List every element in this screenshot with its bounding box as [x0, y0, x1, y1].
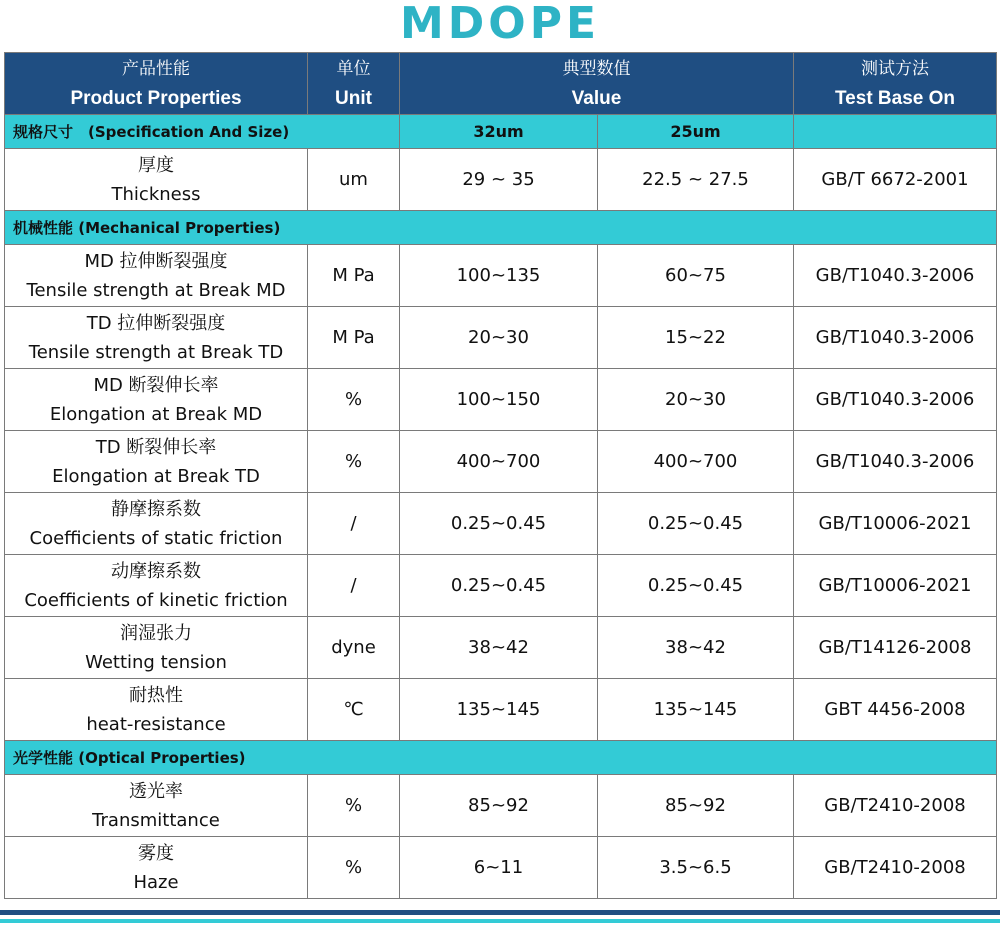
footer-stripe-light — [0, 919, 1000, 923]
value-32um-cell: 0.25~0.45 — [400, 555, 598, 617]
table-header-row — [5, 53, 997, 115]
table-row — [5, 493, 997, 555]
test-method-cell: GB/T1040.3-2006 — [794, 369, 997, 431]
property-name-en: Haze — [133, 871, 179, 893]
unit-cell: / — [308, 555, 400, 617]
property-name-zh: 动摩擦系数 — [111, 560, 201, 582]
header-test-zh: 测试方法 — [861, 58, 929, 79]
unit-cell: M Pa — [308, 307, 400, 369]
value-32um-cell: 100~135 — [400, 245, 598, 307]
optical-section-title: 光学性能 (Optical Properties) — [5, 741, 997, 775]
table-row — [5, 307, 997, 369]
property-name-zh: 耐热性 — [129, 684, 183, 706]
value-32um-cell: 20~30 — [400, 307, 598, 369]
unit-cell: M Pa — [308, 245, 400, 307]
property-cell — [5, 617, 308, 679]
table-row — [5, 555, 997, 617]
spec-section-title: 规格尺寸 (Specification And Size) — [5, 115, 400, 149]
property-name-zh: TD 拉伸断裂强度 — [86, 312, 226, 334]
value-32um-cell: 135~145 — [400, 679, 598, 741]
property-name-zh: 雾度 — [138, 842, 174, 864]
property-cell — [5, 369, 308, 431]
property-cell — [5, 149, 308, 211]
property-cell — [5, 245, 308, 307]
spec-col-empty — [794, 115, 997, 149]
unit-cell: dyne — [308, 617, 400, 679]
header-property-zh: 产品性能 — [122, 58, 190, 79]
value-25um-cell: 38~42 — [598, 617, 794, 679]
test-method-cell: GB/T1040.3-2006 — [794, 245, 997, 307]
test-method-cell: GB/T 6672-2001 — [794, 149, 997, 211]
property-cell — [5, 307, 308, 369]
test-method-cell: GB/T10006-2021 — [794, 555, 997, 617]
property-name-zh: MD 断裂伸长率 — [93, 374, 219, 396]
mechanical-section-title: 机械性能 (Mechanical Properties) — [5, 211, 997, 245]
test-method-cell: GB/T2410-2008 — [794, 775, 997, 837]
unit-cell: um — [308, 149, 400, 211]
property-name-en: Tensile strength at Break TD — [28, 341, 284, 363]
table-row — [5, 679, 997, 741]
property-name-en: Elongation at Break TD — [52, 465, 260, 487]
table-row-thickness — [5, 149, 997, 211]
table-row — [5, 245, 997, 307]
value-32um-cell: 6~11 — [400, 837, 598, 899]
property-cell — [5, 837, 308, 899]
property-cell — [5, 775, 308, 837]
test-method-cell: GB/T1040.3-2006 — [794, 307, 997, 369]
property-name-en: heat-resistance — [86, 713, 226, 735]
spec-col-25um: 25um — [598, 115, 794, 149]
mechanical-section-row — [5, 211, 997, 245]
unit-cell: % — [308, 837, 400, 899]
spec-section-row — [5, 115, 997, 149]
property-name-zh: TD 断裂伸长率 — [95, 436, 217, 458]
property-name-en: Wetting tension — [85, 651, 227, 673]
property-name-zh: 透光率 — [129, 780, 183, 802]
value-25um-cell: 22.5 ~ 27.5 — [598, 149, 794, 211]
value-25um-cell: 85~92 — [598, 775, 794, 837]
test-method-cell: GB/T1040.3-2006 — [794, 431, 997, 493]
value-32um-cell: 29 ~ 35 — [400, 149, 598, 211]
spec-col-32um: 32um — [400, 115, 598, 149]
value-25um-cell: 20~30 — [598, 369, 794, 431]
header-test-en: Test Base On — [834, 87, 956, 109]
property-cell — [5, 493, 308, 555]
value-25um-cell: 0.25~0.45 — [598, 555, 794, 617]
property-name-en: Coefficients of kinetic friction — [24, 589, 288, 611]
unit-cell: % — [308, 369, 400, 431]
value-25um-cell: 60~75 — [598, 245, 794, 307]
properties-table — [4, 52, 997, 899]
unit-cell: ℃ — [308, 679, 400, 741]
property-name-en: Tensile strength at Break MD — [26, 279, 286, 301]
test-method-cell: GB/T14126-2008 — [794, 617, 997, 679]
table-row — [5, 775, 997, 837]
value-32um-cell: 100~150 — [400, 369, 598, 431]
header-property — [5, 53, 308, 115]
property-name-en: Elongation at Break MD — [49, 403, 263, 425]
value-25um-cell: 400~700 — [598, 431, 794, 493]
header-value-zh: 典型数值 — [562, 58, 631, 79]
page-title: MDOPE — [399, 0, 601, 49]
test-method-cell: GB/T10006-2021 — [794, 493, 997, 555]
header-test — [794, 53, 997, 115]
unit-cell: % — [308, 775, 400, 837]
header-unit-en: Unit — [335, 87, 372, 109]
table-row — [5, 837, 997, 899]
table-row — [5, 617, 997, 679]
property-name-en: Transmittance — [92, 809, 220, 831]
value-32um-cell: 38~42 — [400, 617, 598, 679]
property-name-zh: 润湿张力 — [120, 622, 192, 644]
property-name-zh: MD 拉伸断裂强度 — [84, 250, 228, 272]
unit-cell: % — [308, 431, 400, 493]
value-25um-cell: 3.5~6.5 — [598, 837, 794, 899]
value-32um-cell: 85~92 — [400, 775, 598, 837]
header-property-en: Product Properties — [70, 87, 242, 109]
test-method-cell: GBT 4456-2008 — [794, 679, 997, 741]
value-25um-cell: 135~145 — [598, 679, 794, 741]
unit-cell: / — [308, 493, 400, 555]
property-name-en: Thickness — [111, 183, 201, 205]
table-row — [5, 431, 997, 493]
property-cell — [5, 431, 308, 493]
header-value-en: Value — [571, 87, 622, 109]
header-unit-zh: 单位 — [336, 58, 371, 79]
property-name-zh: 静摩擦系数 — [111, 498, 201, 520]
optical-section-row — [5, 741, 997, 775]
value-32um-cell: 400~700 — [400, 431, 598, 493]
property-cell — [5, 679, 308, 741]
footer-stripe-dark — [0, 910, 1000, 915]
header-value — [400, 53, 794, 115]
value-25um-cell: 15~22 — [598, 307, 794, 369]
value-25um-cell: 0.25~0.45 — [598, 493, 794, 555]
test-method-cell: GB/T2410-2008 — [794, 837, 997, 899]
header-unit — [308, 53, 400, 115]
property-name-zh: 厚度 — [138, 154, 174, 176]
property-name-en: Coefficients of static friction — [29, 527, 283, 549]
table-row — [5, 369, 997, 431]
value-32um-cell: 0.25~0.45 — [400, 493, 598, 555]
property-cell — [5, 555, 308, 617]
